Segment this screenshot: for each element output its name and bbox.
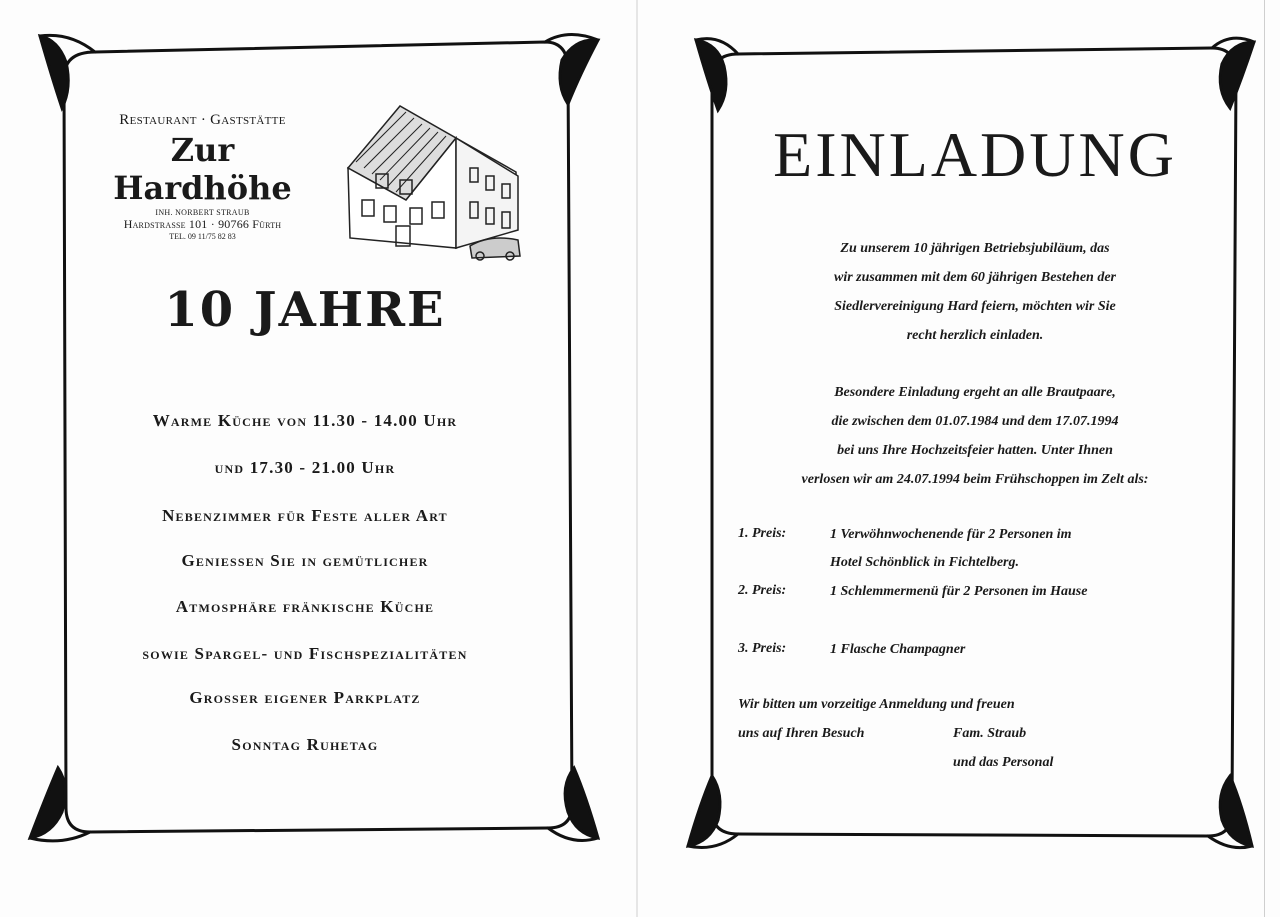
info-line: Warme Küche von 11.30 - 14.00 Uhr	[152, 411, 458, 430]
restaurant-address: Hardstrasse 101 · 90766 Fürth	[123, 217, 282, 231]
closing-line: uns auf Ihren Besuch	[738, 726, 865, 741]
text-line: Zu unserem 10 jährigen Betriebsjubiläum, das	[840, 241, 1110, 256]
text-line: Besondere Einladung ergeht an alle Brautpaare,	[834, 385, 1116, 400]
restaurant-type: Restaurant · Gaststätte	[119, 112, 286, 128]
restaurant-header	[90, 112, 315, 241]
info-line: Atmosphäre fränkische Küche	[175, 597, 435, 616]
intro-paragraph	[700, 234, 1250, 350]
closing-line: Wir bitten um vorzeitige Anmeldung und freuen	[738, 697, 1015, 712]
text-line: verlosen wir am 24.07.1994 beim Frühschoppen im Zelt als:	[801, 472, 1149, 487]
restaurant-building-illustration	[340, 98, 525, 263]
text-line: die zwischen dem 01.07.1984 und dem 17.07.1994	[831, 414, 1119, 429]
prize-description	[830, 636, 965, 664]
text-line: Hotel Schönblick in Fichtelberg.	[830, 555, 1020, 570]
special-invitation-paragraph	[700, 378, 1250, 494]
restaurant-name: Zur Hardhöhe	[113, 131, 292, 207]
prize-description	[830, 578, 1087, 606]
text-line: Siedlervereinigung Hard feiern, möchten wir Sie	[834, 299, 1116, 314]
text-line: 1 Verwöhnwochenende für 2 Personen im	[830, 527, 1072, 542]
signature: und das Personal	[953, 755, 1054, 770]
prize-label: 1. Preis:	[738, 526, 787, 541]
text-line: bei uns Ihre Hochzeitsfeier hatten. Unter Ihnen	[837, 443, 1113, 458]
restaurant-owner: INH. NORBERT STRAUB	[155, 208, 250, 217]
text-line: 1 Schlemmermenü für 2 Personen im Hause	[830, 584, 1088, 599]
anniversary-headline: 10 JAHRE	[164, 282, 446, 338]
prize-label: 2. Preis:	[738, 583, 787, 598]
text-line: wir zusammen mit dem 60 jährigen Bestehen der	[834, 270, 1116, 285]
prize-description	[830, 521, 1072, 577]
signature: Fam. Straub	[953, 726, 1027, 741]
info-line: Sonntag Ruhetag	[231, 735, 379, 754]
info-line: Grosser eigener Parkplatz	[189, 688, 421, 707]
restaurant-phone: TEL. 09 11/75 82 83	[169, 232, 236, 241]
text-line: 1 Flasche Champagner	[830, 642, 966, 657]
info-line: und 17.30 - 21.00 Uhr	[214, 458, 396, 477]
info-line: Geniessen Sie in gemütlicher	[181, 551, 429, 570]
info-line: Nebenzimmer für Feste aller Art	[162, 506, 448, 525]
prize-label: 3. Preis:	[738, 641, 787, 656]
info-line: sowie Spargel- und Fischspezialitäten	[142, 644, 468, 663]
invitation-title: EINLADUNG	[773, 119, 1177, 190]
text-line: recht herzlich einladen.	[906, 328, 1044, 343]
